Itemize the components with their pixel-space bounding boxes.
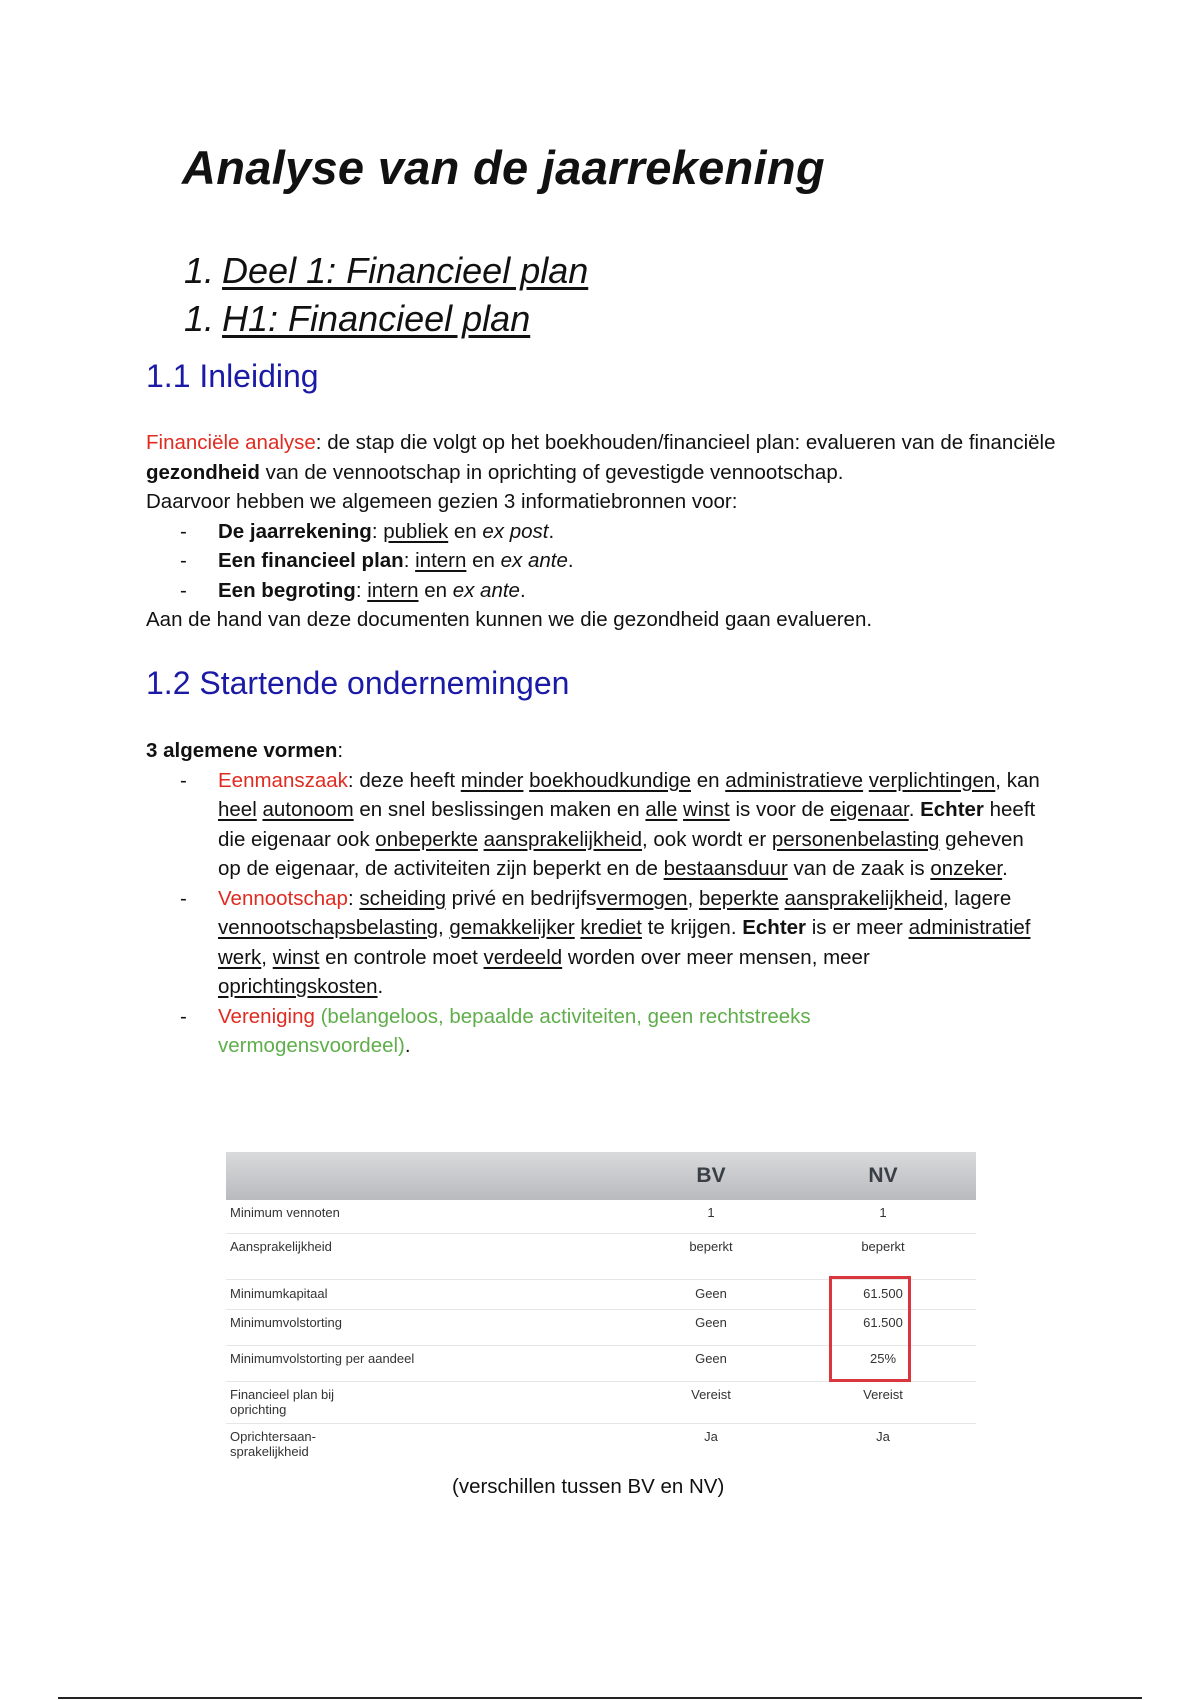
text-span: , kan (995, 768, 1040, 792)
source-timing: ex ante (452, 578, 520, 602)
underlined-word: krediet (580, 916, 642, 939)
text-span: te krijgen. (641, 916, 743, 939)
startende-intro (146, 736, 1086, 766)
text-span: van de vennootschap in oprichting of gevestigde vennootschap. (259, 460, 844, 484)
underlined-word: beperkte (698, 886, 779, 910)
text-span: . (1002, 857, 1008, 880)
underlined-word: personenbelasting (771, 827, 940, 851)
text-span: , (437, 916, 450, 939)
text-span: van de zaak is (787, 857, 931, 880)
underlined-word: scheiding (359, 886, 446, 910)
text-span: . (377, 975, 384, 998)
source-type: intern (415, 549, 467, 572)
bold-intro: 3 algemene vormen (146, 739, 338, 762)
source-timing: ex ante (500, 549, 568, 572)
text-span: en (448, 519, 483, 543)
source-type: publiek (383, 519, 449, 543)
inleiding-paragraph-1 (146, 428, 1086, 487)
underlined-word: administratieve (725, 768, 864, 792)
text-span: . (908, 798, 921, 821)
nv-value: Vereist (863, 1387, 903, 1402)
underlined-word: onbeperkte (375, 827, 478, 851)
row-label: Minimumkapitaal (230, 1286, 328, 1301)
list-item-vennootschap (146, 884, 1086, 1002)
underlined-word: heel (218, 798, 257, 821)
bullet-dash: - (180, 886, 187, 910)
term-vennootschap: Vennootschap (218, 886, 348, 910)
underlined-word: verplichtingen (868, 768, 996, 792)
heading-text: H1: Financieel plan (222, 298, 531, 339)
heading-number: 1. (184, 298, 215, 339)
bv-value: beperkt (689, 1239, 733, 1254)
text-span: en (466, 549, 501, 572)
heading-text: Deel 1: Financieel plan (222, 250, 589, 291)
nv-value: 61.500 (863, 1315, 903, 1330)
heading-h1 (184, 298, 530, 340)
underlined-word: gemakkelijker (449, 916, 575, 939)
text-span: , ook wordt er (642, 827, 772, 851)
row-label: Minimumvolstorting per aandeel (230, 1351, 415, 1366)
text-span: : (337, 739, 344, 762)
text-span: en snel beslissingen maken en (353, 798, 646, 821)
inleiding-paragraph-3: Aan de hand van deze documenten kunnen we die gezondheid gaan evalueren. (146, 608, 873, 631)
term-eenmanszaak: Eenmanszaak (218, 768, 348, 792)
text-span: privé en bedrijfs (445, 886, 597, 910)
list-item: - Een financieel plan: intern en ex ante. (146, 546, 1086, 576)
underlined-word: administratief (908, 916, 1031, 939)
text-span: . (548, 519, 555, 543)
text-span: is voor de (729, 798, 831, 821)
inleiding-body (146, 428, 1086, 635)
text-span: . (404, 1034, 411, 1057)
text-span: en (418, 578, 453, 602)
text-span: geheven op de eigenaar, de activiteiten zijn beperkt en de (218, 827, 1024, 880)
text-span: , (687, 886, 699, 910)
underlined-word: verdeeld (483, 945, 563, 969)
bv-value: 1 (707, 1205, 715, 1220)
underlined-word: onzeker (930, 857, 1003, 880)
footer-divider (58, 1697, 1142, 1699)
section-heading-startende: 1.2 Startende ondernemingen (146, 665, 570, 701)
underlined-word: oprichtingskosten (218, 975, 378, 998)
text-span: heeft die eigenaar ook (218, 798, 1036, 851)
term-financiele-analyse: Financiële analyse (146, 431, 316, 454)
row-label: Minimum vennoten (230, 1205, 340, 1220)
nv-value: beperkt (861, 1239, 905, 1254)
startende-body (146, 736, 1086, 1061)
bullet-dash: - (180, 768, 187, 792)
row-label: Minimumvolstorting (230, 1315, 342, 1330)
text-span: en (691, 768, 726, 792)
bv-nv-table (226, 1152, 976, 1466)
list-item-eenmanszaak (146, 766, 1086, 884)
underlined-word: aansprakelijkheid (784, 886, 943, 910)
term-vereniging: Vereniging (218, 1004, 315, 1028)
bold-word: Echter (920, 798, 984, 821)
row-label: Aansprakelijkheid (230, 1239, 332, 1254)
bv-value: Geen (695, 1286, 727, 1301)
text-span: : deze heeft (347, 768, 461, 792)
bv-value: Ja (704, 1429, 718, 1444)
table-row (226, 1382, 976, 1424)
source-type: intern (367, 578, 419, 602)
highlight-box (829, 1276, 911, 1382)
underlined-word: alle (645, 798, 678, 821)
underlined-word: winst (683, 798, 730, 821)
row-label: Financieel plan bij oprichting (230, 1387, 335, 1417)
text-span: is er meer (806, 916, 909, 939)
text-span: en controle moet (319, 945, 484, 969)
text-span: . (519, 578, 526, 602)
bullet-dash: - (180, 578, 187, 602)
header-cell-bv: BV (696, 1164, 726, 1187)
bullet-dash: - (180, 519, 187, 543)
list-item-vereniging (146, 1002, 1086, 1061)
bullet-dash: - (180, 549, 187, 572)
text-span: : de stap die volgt op het boekhouden/financieel plan: evalueren van de financiële (315, 431, 1056, 454)
bold-gezondheid: gezondheid (146, 460, 260, 484)
section-heading-inleiding: 1.1 Inleiding (146, 358, 319, 394)
list-item: - Een begroting: intern en ex ante. (146, 576, 1086, 606)
bullet-dash: - (180, 1004, 187, 1028)
text-span: , (261, 945, 273, 969)
underlined-word: bestaansduur (663, 857, 788, 880)
underlined-word: boekhoudkundige (529, 768, 692, 792)
table-row (226, 1424, 976, 1466)
text-span: . (567, 549, 574, 572)
bv-value: Geen (695, 1351, 727, 1366)
underlined-word: autonoom (262, 798, 354, 821)
table-row (226, 1200, 976, 1234)
nv-value: 25% (869, 1351, 897, 1366)
underlined-word: vennootschapsbelasting (218, 916, 438, 939)
heading-number: 1. (184, 250, 215, 291)
table-row (226, 1234, 976, 1280)
table-header (226, 1152, 976, 1200)
source-name: Een begroting (218, 578, 356, 602)
header-cell-nv: NV (868, 1164, 898, 1187)
underlined-word: aansprakelijkheid (483, 827, 642, 851)
bv-value: Vereist (691, 1387, 731, 1402)
underlined-word: eigenaar (830, 798, 909, 821)
text-span: worden over meer mensen, meer (562, 945, 870, 969)
source-timing: ex post (482, 519, 549, 543)
source-name: Een financieel plan (218, 549, 404, 572)
text-span: , lagere (942, 886, 1012, 910)
row-label: Oprichtersaan-sprakelijkheid (230, 1429, 316, 1459)
nv-value: 1 (879, 1205, 887, 1220)
green-note: (belangeloos, bepaalde activiteiten, geen rechtstreeks vermogensvoordeel) (218, 1004, 811, 1057)
bv-value: Geen (695, 1315, 727, 1330)
inleiding-paragraph-2: Daarvoor hebben we algemeen gezien 3 informatiebronnen voor: (146, 490, 738, 513)
underlined-word: werk (218, 945, 262, 969)
heading-deel-1 (184, 250, 588, 292)
nv-value: Ja (876, 1429, 890, 1444)
bold-word: Echter (742, 916, 807, 939)
document-title: Analyse van de jaarrekening (182, 141, 825, 194)
underlined-word: minder (460, 768, 524, 792)
nv-value: 61.500 (863, 1286, 903, 1301)
list-item: - De jaarrekening: publiek en ex post. (146, 517, 1086, 547)
text-span: : (347, 886, 360, 910)
source-name: De jaarrekening (218, 519, 372, 543)
table-caption: (verschillen tussen BV en NV) (452, 1475, 725, 1498)
underlined-word: vermogen (596, 886, 688, 910)
underlined-word: winst (272, 945, 320, 969)
